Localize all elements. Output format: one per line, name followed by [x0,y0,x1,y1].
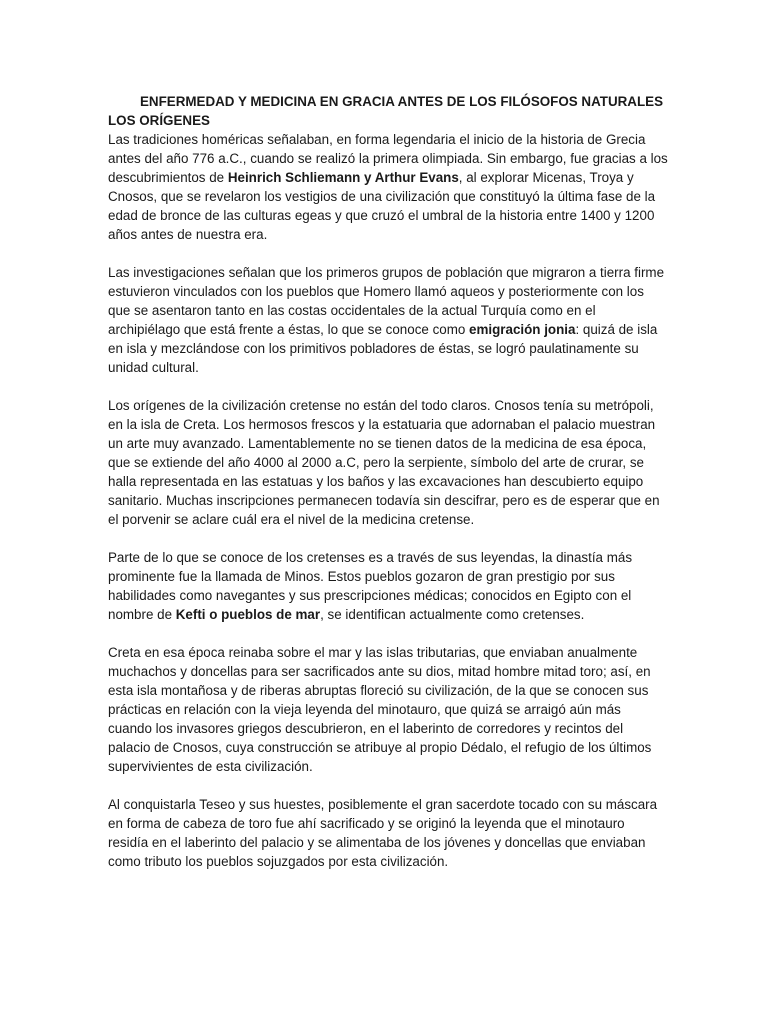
paragraph-2 [108,263,668,377]
document-page [108,92,668,871]
paragraph-2-bold: emigración jonia [469,322,576,337]
paragraph-6: Al conquistarla Teseo y sus huestes, posiblemente el gran sacerdote tocado con su máscara en forma de cabeza de toro fue ahí sacrificado y se originó la leyenda que el minotauro residía en el laberinto del palacio y se alimentaba de los jóvenes y doncellas que enviaban como tributo los pueblos sojuzgados por esta civilización. [108,797,658,869]
paragraph-3: Los orígenes de la civilización cretense no están del todo claros. Cnosos tenía su metrópoli, en la isla de Creta. Los hermosos frescos y la estatuaria que adornaban el palacio muestran un arte muy avanzado. Lamentablemente no se tienen datos de la medicina de esa época, que se extiende del año 4000 al 2000 a.C, pero la serpiente, símbolo del arte de crurar, se halla representada en las estatuas y los baños y las excavaciones han descubierto equipo sanitario. Muchas inscripciones permanecen todavía sin descifrar, pero es de esperar que en el porvenir se aclare cuál era el nivel de la medicina cretense. [108,398,660,527]
paragraph-2-text-a: Las investigaciones señalan que los primeros grupos de población que migraron a tierra firme estuvieron vinculados con los pueblos que Homero llamó aqueos y posteriormente con los que se asentaron tanto en las costas occidentales de la actual Turquía como en el archipiélago que está frente a éstas, lo que se conoce como [108,265,665,337]
section-heading: LOS ORÍGENES [108,113,210,128]
paragraph-1-bold: Heinrich Schliemann y Arthur Evans [227,170,459,185]
paragraph-1-text-a: Las tradiciones homéricas señalaban, en forma legendaria el inicio de la historia de Grecia antes del año 776 a.C., cuando se realizó la primera olimpiada. Sin embargo, fue gracias a los descubrimientos de [108,132,668,185]
paragraph-2-text-c: : quizá de isla en isla y mezclándose con los primitivos pobladores de éstas, se logró paulatinamente su unidad cultural. [108,322,658,375]
paragraph-1-text-c: , al explorar Micenas, Troya y Cnosos, que se revelaron los vestigios de una civilización que constituyó la última fase de la edad de bronce de las culturas egeas y que cruzó el umbral de la historia entre 1400 y 1200 años antes de nuestra era. [108,170,656,242]
document-title: ENFERMEDAD Y MEDICINA EN GRACIA ANTES DE LOS FILÓSOFOS NATURALES [140,94,664,109]
paragraph-4-text-c: , se identifican actualmente como cretenses. [320,607,585,622]
paragraph-5: Creta en esa época reinaba sobre el mar y las islas tributarias, que enviaban anualmente muchachos y doncellas para ser sacrificados ante su dios, mitad hombre mitad toro; así, en esta isla montañosa y de riberas abruptas floreció su civilización, de la que se conocen sus prácticas en relación con la vieja leyenda del minotauro, que quizá se arraigó aún más cuando los invasores griegos descubrieron, en el laberinto de corredores y recintos del palacio de Cnosos, cuya construcción se atribuye al propio Dédalo, el refugio de los últimos supervivientes de esta civilización. [108,645,652,774]
paragraph-4 [108,548,668,624]
paragraph-1 [108,130,668,244]
paragraph-4-text-a: Parte de lo que se conoce de los cretenses es a través de sus leyendas, la dinastía más prominente fue la llamada de Minos. Estos pueblos gozaron de gran prestigio por sus habilidades como navegantes y sus prescripciones médicas; conocidos en Egipto con el nombre de [108,550,633,622]
paragraph-4-bold: Kefti o pueblos de mar [175,607,321,622]
